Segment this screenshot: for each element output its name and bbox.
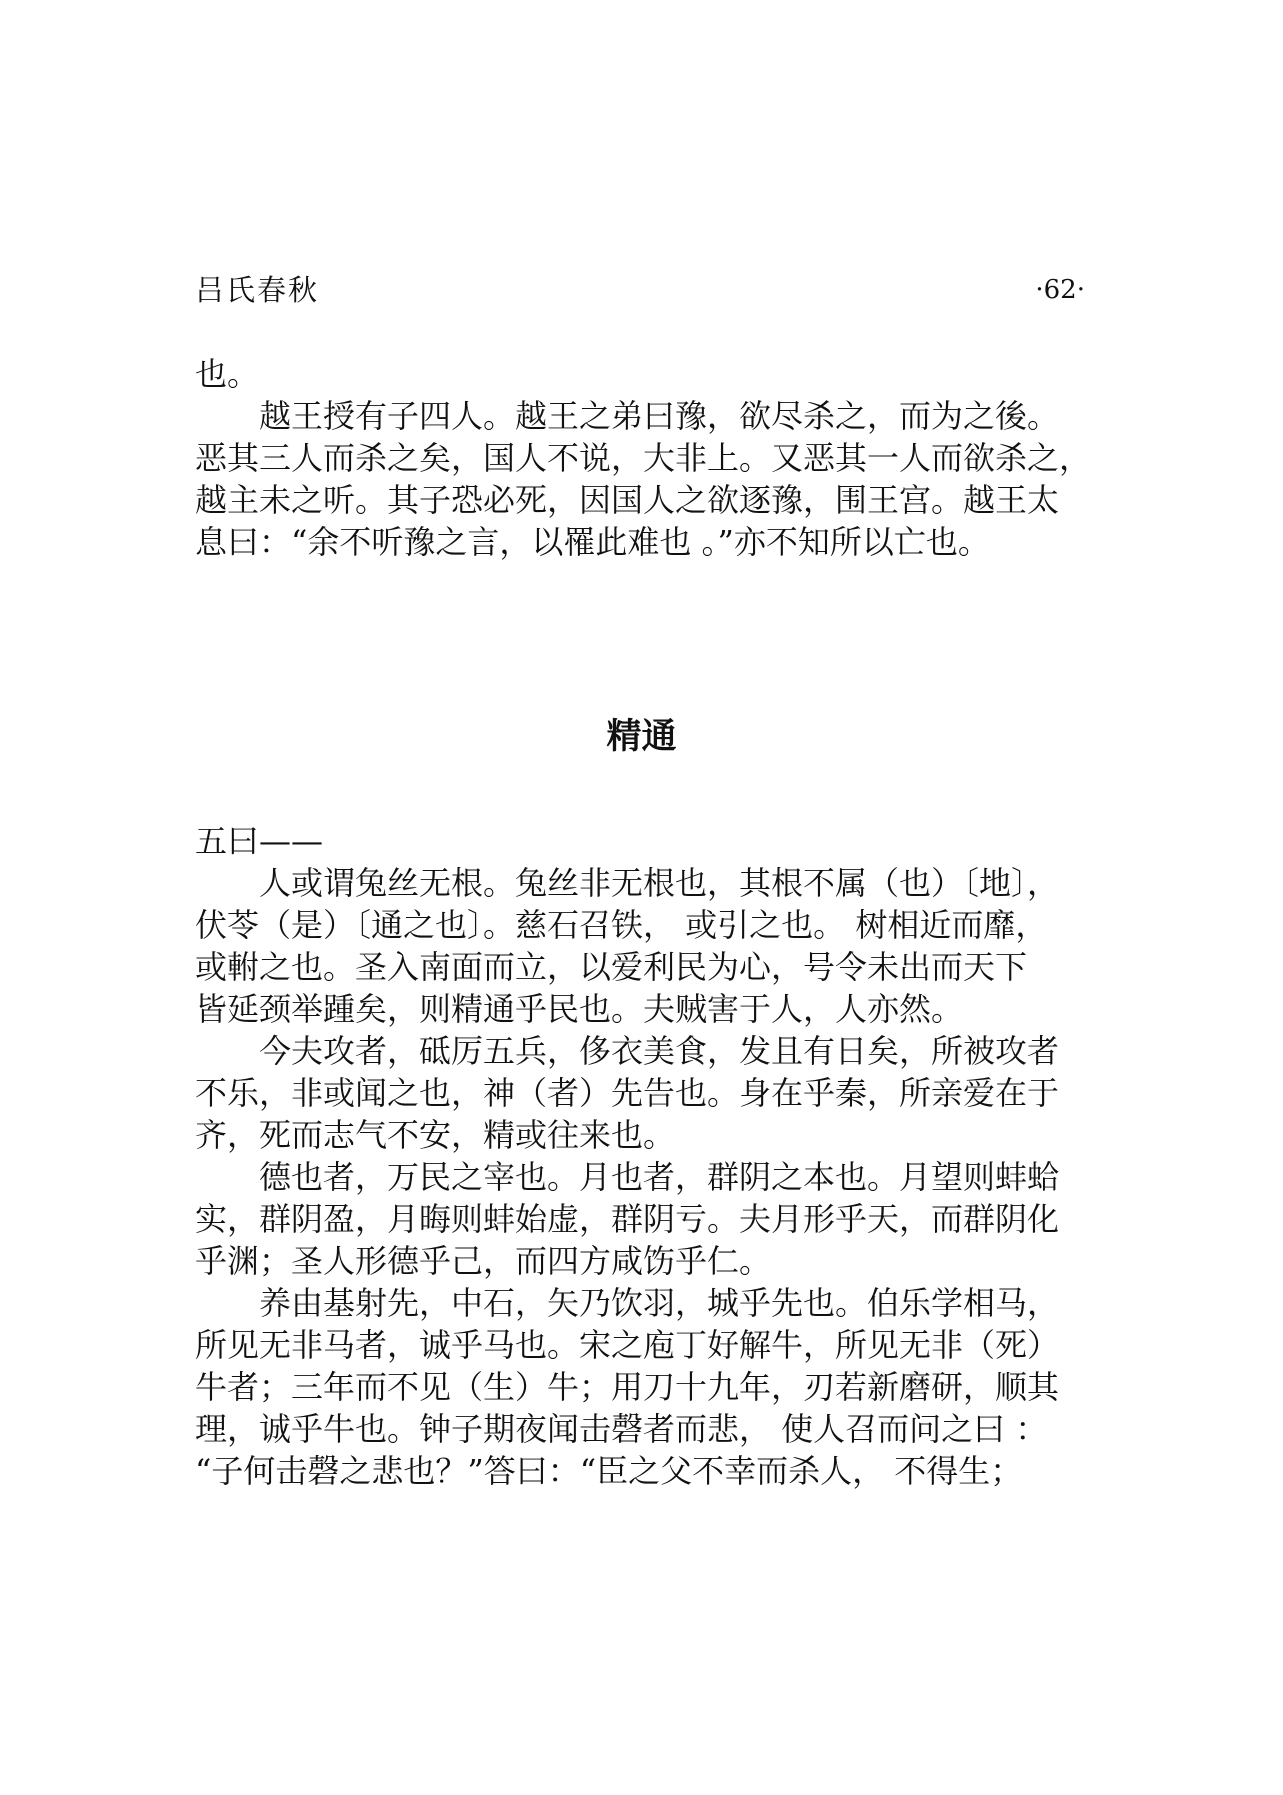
continued-text-block <box>195 353 1095 563</box>
text-line: 牛者；三年而不见（生）牛；用刀十九年，刃若新磨研，顺其 <box>195 1368 1060 1406</box>
text-line: 不乐，非或闻之也，神（者）先告也。身在乎秦，所亲爱在于 <box>195 1074 1060 1112</box>
page-number: ·62· <box>1035 275 1085 305</box>
text-line: 今夫攻者，砥厉五兵，侈衣美食，发且有日矣，所被攻者 <box>259 1032 1060 1070</box>
section-label: 五曰—— <box>195 822 324 860</box>
text-line: 理，诚乎牛也。钟子期夜闻击磬者而悲， 使人召而问之曰 ： <box>195 1410 1048 1448</box>
text-line: 乎渊；圣人形德乎己，而四方咸饬乎仁。 <box>195 1242 772 1280</box>
text-line: 伏苓（是）〔通之也〕。慈石召铁， 或引之也。 树相近而靡， <box>195 906 1048 944</box>
text-line: 息曰：“余不听豫之言，以罹此难也 。”亦不知所以亡也。 <box>195 523 990 561</box>
section-heading: 精通 <box>606 717 677 757</box>
text-line: 越主未之听。其子恐必死，因国人之欲逐豫，围王宫。越王太 <box>195 481 1060 519</box>
text-line: 实，群阴盈，月晦则蚌始虚，群阴亏。夫月形乎天，而群阴化 <box>195 1200 1060 1238</box>
text-line: 也。 <box>195 355 260 393</box>
text-line: 人或谓兔丝无根。兔丝非无根也，其根不属（也）〔地〕， <box>259 864 1060 902</box>
text-line: 养由基射先，中石，矢乃饮羽，城乎先也。伯乐学相马， <box>259 1284 1060 1322</box>
section-body <box>195 820 1095 1492</box>
text-line: 所见无非马者，诚乎马也。宋之庖丁好解牛，所见无非（死） <box>195 1326 1060 1364</box>
text-line: 皆延颈举踵矣，则精通乎民也。夫贼害于人，人亦然。 <box>195 990 964 1028</box>
text-line: 或軵之也。圣入南面而立，以爱利民为心，号令未出而天下 <box>195 948 1028 986</box>
text-line: 恶其三人而杀之矣，国人不说，大非上。又恶其一人而欲杀之， <box>195 439 1092 477</box>
text-line: 齐，死而志气不安，精或往来也。 <box>195 1116 676 1154</box>
text-line: “子何击磬之悲也？”答曰：“臣之父不幸而杀人， 不得生； <box>195 1452 1023 1490</box>
running-header <box>195 268 1085 312</box>
book-title: 吕氏春秋 <box>195 273 320 307</box>
text-line: 德也者，万民之宰也。月也者，群阴之本也。月望则蚌蛤 <box>259 1158 1060 1196</box>
text-line: 越王授有子四人。越王之弟曰豫，欲尽杀之，而为之後。 <box>259 397 1060 435</box>
